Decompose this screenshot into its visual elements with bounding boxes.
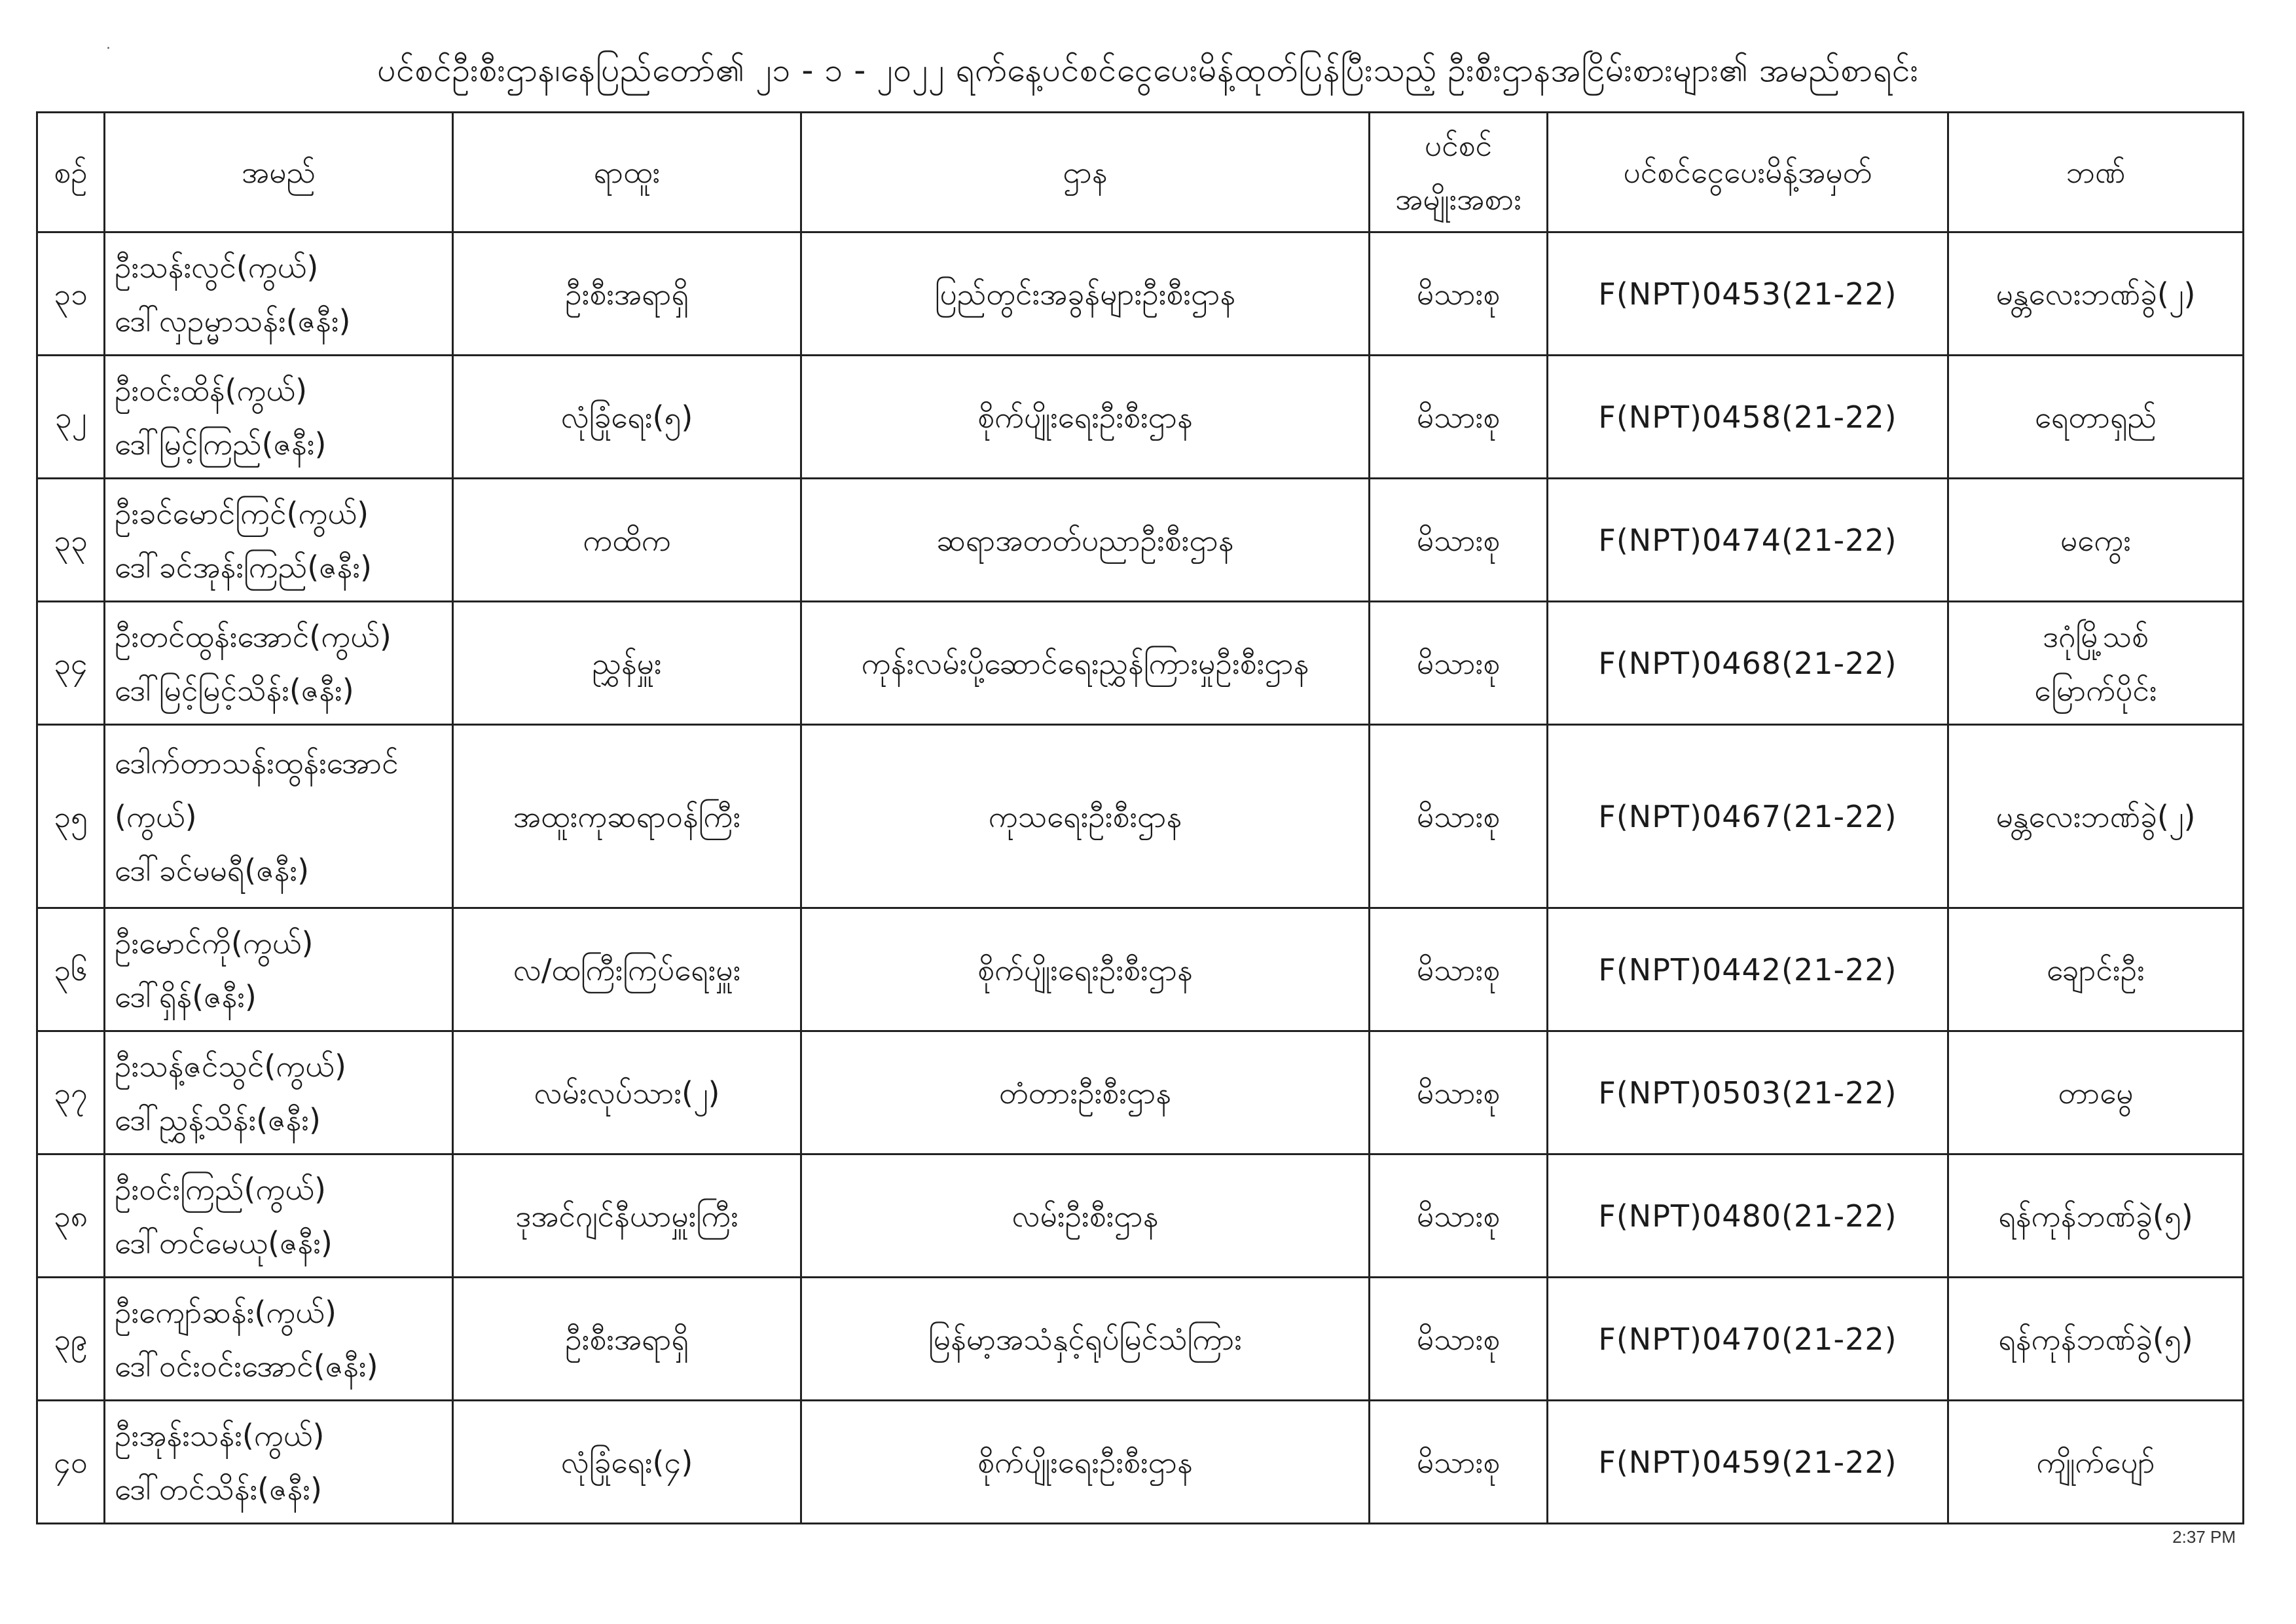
- scan-speck: ·: [106, 41, 111, 57]
- cell-license-no: F(NPT)0442(21-22): [1548, 908, 1948, 1031]
- header-no: စဉ်: [37, 113, 105, 232]
- cell-name: [105, 356, 453, 479]
- name-line: ဒေါ်တင်မေယု(ဇနီး): [115, 1225, 333, 1261]
- cell-pension-type: မိသားစု: [1370, 1278, 1548, 1401]
- name-line: ဒေါ်လှဥမ္မာသန်း(ဇနီး): [115, 303, 351, 339]
- cell-department: စိုက်ပျိုးရေးဦးစီးဌာန: [801, 356, 1370, 479]
- cell-no: ၄၀: [37, 1401, 105, 1524]
- cell-bank: ရေတာရှည်: [1948, 356, 2244, 479]
- cell-bank: [1948, 602, 2244, 725]
- cell-license-no: F(NPT)0503(21-22): [1548, 1031, 1948, 1154]
- cell-department: ကုသရေးဦးစီးဌာန: [801, 725, 1370, 908]
- table-row: [37, 725, 2244, 908]
- table-row: [37, 1278, 2244, 1401]
- cell-department: တံတားဦးစီးဌာန: [801, 1031, 1370, 1154]
- cell-no: ၃၆: [37, 908, 105, 1031]
- bank-line: မြောက်ပိုင်း: [2034, 672, 2157, 708]
- name-line: ဒေါ်မြင့်မြင့်သိန်း(ဇနီး): [115, 672, 354, 708]
- cell-department: လမ်းဦးစီးဌာန: [801, 1154, 1370, 1278]
- table-row: [37, 1401, 2244, 1524]
- cell-no: ၃၃: [37, 479, 105, 602]
- cell-name: [105, 1401, 453, 1524]
- cell-name: [105, 1154, 453, 1278]
- cell-bank: ရန်ကုန်ဘဏ်ခွဲ(၅): [1948, 1154, 2244, 1278]
- cell-license-no: F(NPT)0470(21-22): [1548, 1278, 1948, 1401]
- cell-license-no: F(NPT)0458(21-22): [1548, 356, 1948, 479]
- header-license-no: ပင်စင်ငွေပေးမိန့်အမှတ်: [1548, 113, 1948, 232]
- page-title: ပင်စင်ဦးစီးဌာန၊နေပြည်တော်၏ ၂၁ - ၁ - ၂၀၂၂ ရက်နေ့ပင်စင်ငွေပေးမိန့်ထုတ်ပြန်ပြီးသည့် ဦးစီးဌာနအငြိမ်းစားများ၏ အမည်စာရင်း: [377, 51, 1919, 89]
- name-line: ဒေါ်ခင်အုန်းကြည်(ဇနီး): [115, 549, 372, 585]
- table-row: [37, 1154, 2244, 1278]
- cell-bank: မန္တလေးဘဏ်ခွဲ(၂): [1948, 725, 2244, 908]
- cell-pension-type: မိသားစု: [1370, 725, 1548, 908]
- cell-pension-type: မိသားစု: [1370, 1154, 1548, 1278]
- bank-line: ဒဂုံမြို့သစ်: [2043, 618, 2149, 654]
- name-line: ဒေါက်တာသန်းထွန်းအောင်: [115, 745, 399, 781]
- name-line: ဦးဝင်းကြည်(ကွယ်): [115, 1171, 326, 1207]
- name-line: ဦးကျော်ဆန်း(ကွယ်): [115, 1294, 337, 1330]
- cell-department: စိုက်ပျိုးရေးဦးစီးဌာန: [801, 908, 1370, 1031]
- cell-license-no: F(NPT)0453(21-22): [1548, 232, 1948, 356]
- cell-pension-type: မိသားစု: [1370, 908, 1548, 1031]
- name-line: ဦးခင်မောင်ကြင်(ကွယ်): [115, 495, 369, 531]
- cell-rank: လုံခြုံရေး(၄): [453, 1401, 801, 1524]
- cell-no: ၃၄: [37, 602, 105, 725]
- cell-department: ဆရာအတတ်ပညာဦးစီးဌာန: [801, 479, 1370, 602]
- cell-rank: လုံခြုံရေး(၅): [453, 356, 801, 479]
- cell-rank: အထူးကုဆရာဝန်ကြီး: [453, 725, 801, 908]
- cell-pension-type: မိသားစု: [1370, 1401, 1548, 1524]
- cell-pension-type: မိသားစု: [1370, 1031, 1548, 1154]
- cell-name: [105, 1031, 453, 1154]
- name-line: ဦးသန်းလွင်(ကွယ်): [115, 249, 319, 285]
- name-line: ဦးမောင်ကို(ကွယ်): [115, 925, 314, 961]
- cell-no: ၃၂: [37, 356, 105, 479]
- cell-bank: ရန်ကုန်ဘဏ်ခွဲ(၅): [1948, 1278, 2244, 1401]
- cell-no: ၃၇: [37, 1031, 105, 1154]
- pension-register-table: [36, 111, 2244, 1524]
- cell-no: ၃၉: [37, 1278, 105, 1401]
- cell-rank: ဦးစီးအရာရှိ: [453, 232, 801, 356]
- header-name: အမည်: [105, 113, 453, 232]
- name-line: ဦးသန့်ဇင်သွင်(ကွယ်): [115, 1048, 346, 1084]
- cell-license-no: F(NPT)0467(21-22): [1548, 725, 1948, 908]
- header-pension-type-line1: ပင်စင်: [1424, 128, 1493, 163]
- cell-rank: လ/ထကြီးကြပ်ရေးမှူး: [453, 908, 801, 1031]
- cell-rank: ညွှန်မှူး: [453, 602, 801, 725]
- cell-license-no: F(NPT)0474(21-22): [1548, 479, 1948, 602]
- cell-department: မြန်မာ့အသံနှင့်ရုပ်မြင်သံကြား: [801, 1278, 1370, 1401]
- header-rank: ရာထူး: [453, 113, 801, 232]
- name-line: ဦးအုန်းသန်း(ကွယ်): [115, 1417, 325, 1453]
- header-department: ဌာန: [801, 113, 1370, 232]
- cell-name: [105, 232, 453, 356]
- header-pension-type: [1370, 113, 1548, 232]
- table-row: [37, 908, 2244, 1031]
- cell-rank: လမ်းလုပ်သား(၂): [453, 1031, 801, 1154]
- name-line: ဦးဝင်းထိန်(ကွယ်): [115, 372, 308, 408]
- name-line: ဒေါ်ရှိန်(ဇနီး): [115, 978, 257, 1014]
- print-timestamp: 2:37 PM: [2172, 1527, 2236, 1547]
- cell-license-no: F(NPT)0459(21-22): [1548, 1401, 1948, 1524]
- cell-no: ၃၁: [37, 232, 105, 356]
- name-line: ဒေါ်ခင်မမရီ(ဇနီး): [115, 852, 310, 888]
- cell-pension-type: မိသားစု: [1370, 602, 1548, 725]
- name-line: ဒေါ်တင်သိန်း(ဇနီး): [115, 1471, 322, 1507]
- cell-bank: မန္တလေးဘဏ်ခွဲ(၂): [1948, 232, 2244, 356]
- cell-department: ပြည်တွင်းအခွန်များဦးစီးဌာန: [801, 232, 1370, 356]
- cell-license-no: F(NPT)0480(21-22): [1548, 1154, 1948, 1278]
- cell-no: ၃၅: [37, 725, 105, 908]
- cell-bank: တာမွေ: [1948, 1031, 2244, 1154]
- cell-pension-type: မိသားစု: [1370, 479, 1548, 602]
- name-line: ဒေါ်ညွှန့်သိန်း(ဇနီး): [115, 1101, 321, 1137]
- cell-no: ၃၈: [37, 1154, 105, 1278]
- cell-name: [105, 908, 453, 1031]
- cell-bank: ကျိုက်ပျော်: [1948, 1401, 2244, 1524]
- table-row: [37, 479, 2244, 602]
- cell-department: စိုက်ပျိုးရေးဦးစီးဌာန: [801, 1401, 1370, 1524]
- table-row: [37, 356, 2244, 479]
- cell-rank: ဒုအင်ဂျင်နီယာမှူးကြီး: [453, 1154, 801, 1278]
- cell-bank: မကွေး: [1948, 479, 2244, 602]
- cell-rank: ကထိက: [453, 479, 801, 602]
- cell-pension-type: မိသားစု: [1370, 232, 1548, 356]
- cell-name: [105, 479, 453, 602]
- cell-rank: ဦးစီးအရာရှိ: [453, 1278, 801, 1401]
- table-row: [37, 602, 2244, 725]
- cell-name: [105, 602, 453, 725]
- name-line: ဦးတင်ထွန်းအောင်(ကွယ်): [115, 618, 392, 654]
- cell-name: [105, 1278, 453, 1401]
- name-line: (ကွယ်): [115, 798, 197, 834]
- cell-department: ကုန်းလမ်းပို့ဆောင်ရေးညွှန်ကြားမှုဦးစီးဌာန: [801, 602, 1370, 725]
- cell-bank: ချောင်းဦး: [1948, 908, 2244, 1031]
- cell-pension-type: မိသားစု: [1370, 356, 1548, 479]
- cell-name: [105, 725, 453, 908]
- table-header-row: [37, 113, 2244, 232]
- table-row: [37, 1031, 2244, 1154]
- name-line: ဒေါ်မြင့်ကြည်(ဇနီး): [115, 426, 327, 462]
- name-line: ဒေါ်ဝင်းဝင်းအောင်(ဇနီး): [115, 1348, 378, 1384]
- header-bank: ဘဏ်: [1948, 113, 2244, 232]
- cell-license-no: F(NPT)0468(21-22): [1548, 602, 1948, 725]
- header-pension-type-line2: အမျိုးအစား: [1395, 181, 1522, 217]
- table-row: [37, 232, 2244, 356]
